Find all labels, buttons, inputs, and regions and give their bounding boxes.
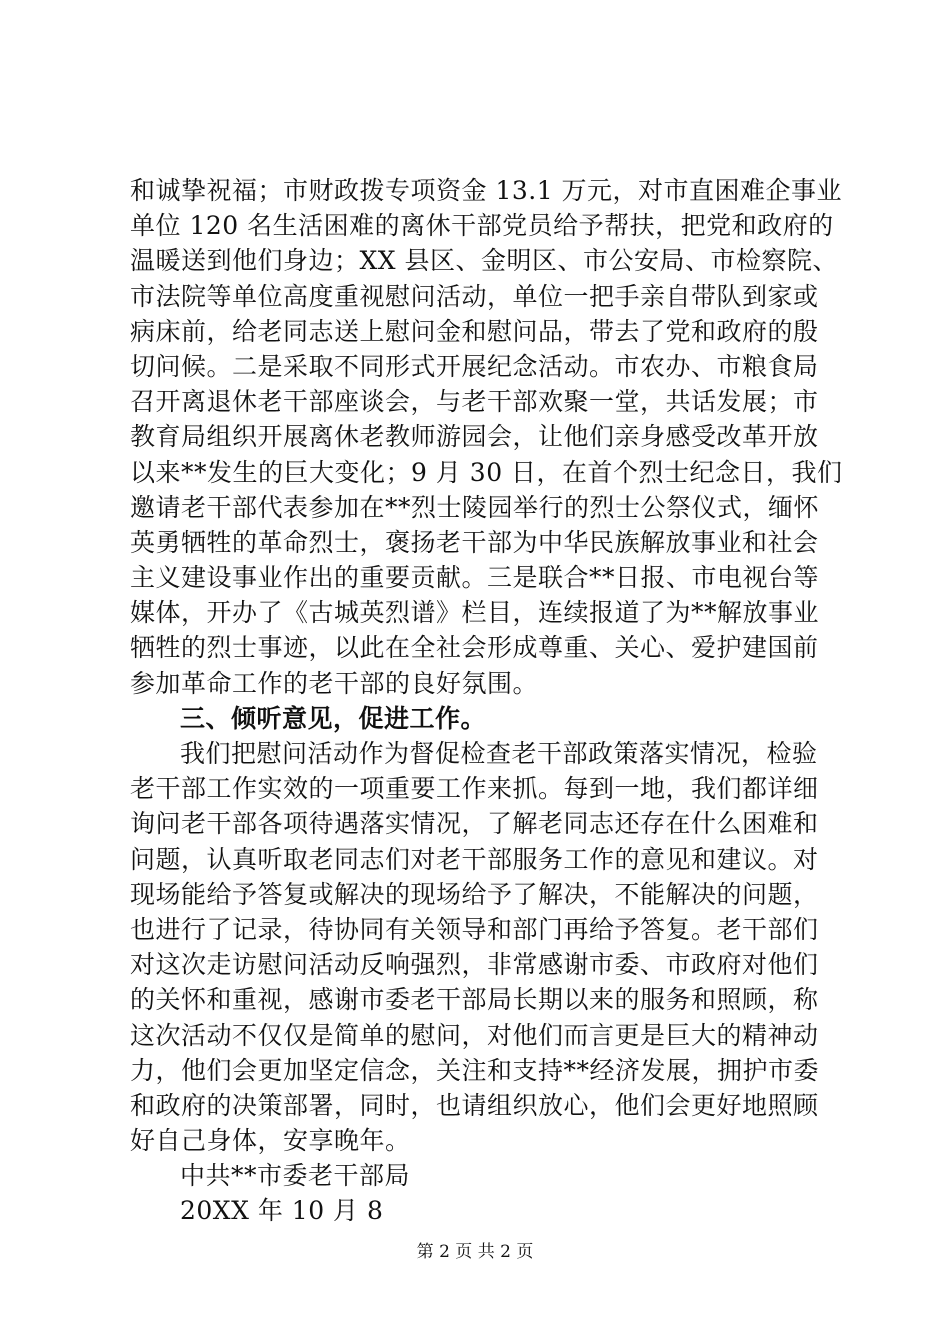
- text-line: 对这次走访慰问活动反响强烈，非常感谢市委、市政府对他们: [130, 950, 819, 980]
- page-footer: 第 2 页 共 2 页: [416, 1242, 534, 1262]
- text-line: 和政府的决策部署，同时，也请组织放心，他们会更好地照顾: [130, 1090, 819, 1120]
- text-line: 这次活动不仅仅是简单的慰问，对他们而言更是巨大的精神动: [130, 1020, 819, 1050]
- text-line: 询问老干部各项待遇落实情况，了解老同志还存在什么困难和: [130, 809, 819, 839]
- text-line: 力，他们会更加坚定信念，关注和支持**经济发展，拥护市委: [130, 1055, 820, 1085]
- text-line: 邀请老干部代表参加在**烈士陵园举行的烈士公祭仪式，缅怀: [130, 492, 820, 522]
- date: 20XX 年 10 月 8: [180, 1196, 384, 1226]
- text-line: 温暖送到他们身边；XX 县区、金明区、市公安局、市检察院、: [130, 246, 839, 276]
- paragraph-2-continued: [130, 173, 843, 701]
- text-line: 我们把慰问活动作为督促检查老干部政策落实情况，检验: [180, 739, 818, 768]
- text-line: 媒体，开办了《古城英烈谱》栏目，连续报道了为**解放事业: [130, 598, 820, 628]
- document-body: [130, 173, 843, 1229]
- text-line: 主义建设事业作出的重要贡献。三是联合**日报、市电视台等: [130, 563, 820, 593]
- text-line: 老干部工作实效的一项重要工作来抓。每到一地，我们都详细: [130, 774, 819, 804]
- text-line: 牺牲的烈士事迹，以此在全社会形成尊重、关心、爱护建国前: [130, 633, 819, 663]
- paragraph-3: [130, 736, 830, 1158]
- text-line: 好自己身体，安享晚年。: [130, 1126, 411, 1156]
- text-line: 教育局组织开展离休老教师游园会，让他们亲身感受改革开放: [130, 422, 819, 452]
- signature: 中共**市委老干部局: [180, 1161, 411, 1191]
- text-line: 的关怀和重视，感谢市委老干部局长期以来的服务和照顾，称: [130, 985, 819, 1015]
- text-line: 召开离退休老干部座谈会，与老干部欢聚一堂，共话发展；市: [130, 387, 819, 417]
- text-line: 以来**发生的巨大变化；9 月 30 日，在首个烈士纪念日，我们: [130, 457, 843, 487]
- text-line: 英勇牺牲的革命烈士，褒扬老干部为中华民族解放事业和社会: [130, 527, 819, 557]
- text-line: 单位 120 名生活困难的离休干部党员给予帮扶，把党和政府的: [130, 211, 834, 241]
- text-line: 也进行了记录，待协同有关领导和部门再给予答复。老干部们: [130, 914, 819, 944]
- section-heading: 三、倾听意见，促进工作。: [180, 703, 487, 733]
- text-line: 切问候。二是采取不同形式开展纪念活动。市农办、市粮食局: [130, 351, 819, 381]
- text-line: 市法院等单位高度重视慰问活动，单位一把手亲自带队到家或: [130, 281, 819, 311]
- text-line: 问题，认真听取老同志们对老干部服务工作的意见和建议。对: [130, 844, 819, 874]
- text-line: 现场能给予答复或解决的现场给予了解决，不能解决的问题，: [130, 879, 819, 909]
- text-line: 参加革命工作的老干部的良好氛围。: [130, 668, 539, 698]
- text-line: 病床前，给老同志送上慰问金和慰问品，带去了党和政府的殷: [130, 316, 819, 346]
- text-line: 和诚挚祝福；市财政拨专项资金 13.1 万元，对市直困难企事业: [130, 176, 843, 205]
